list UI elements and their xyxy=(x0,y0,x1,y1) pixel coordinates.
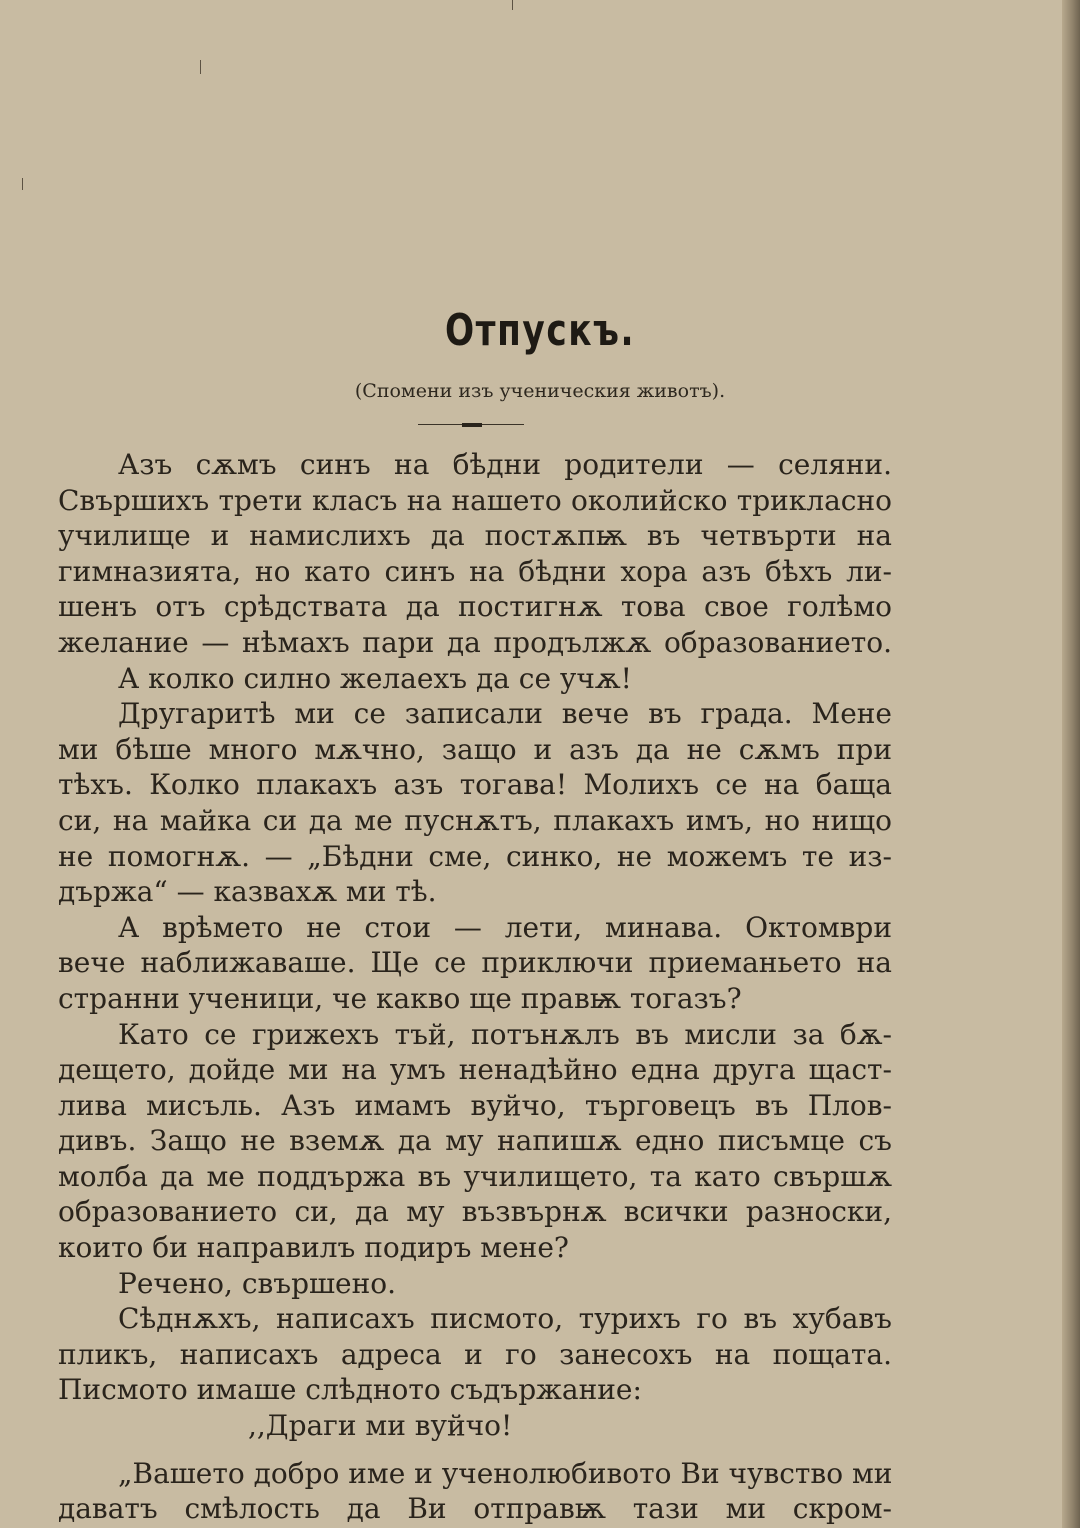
page-title: Отпускъ. xyxy=(444,305,636,356)
page-edge xyxy=(1062,0,1080,1528)
text-line: Сѣднѫхъ, написахъ писмото, турихъ го въ хубавъ xyxy=(118,1302,892,1336)
text-line: Другаритѣ ми се записали вече въ града. Мене xyxy=(118,697,892,731)
text-line: желание — нѣмахъ пари да продължѫ образованието. xyxy=(58,625,892,659)
text-line: А врѣмето не стои — лети, минава. Октомври xyxy=(118,910,892,944)
text-line: лива мисъль. Азъ имамъ вуйчо, търговецъ въ Плов- xyxy=(58,1088,892,1122)
text-line: Като се грижехъ тъй, потънѫлъ въ мисли за бѫ- xyxy=(118,1017,892,1051)
article-body xyxy=(58,447,892,1527)
letter-salutation: ,,Драги ми вуйчо! xyxy=(248,1409,513,1443)
text-line: Свършихъ трети класъ на нашето околийско трикласно xyxy=(58,483,892,517)
page-subtitle: (Спомени изъ ученическия животъ). xyxy=(354,380,726,402)
title-divider-ornament xyxy=(462,423,482,427)
text-line: образованието си, да му възвърнѫ всички разноски, xyxy=(58,1195,892,1229)
text-line: дивъ. Защо не вземѫ да му напишѫ едно писъмце съ xyxy=(58,1124,892,1158)
text-line: държа“ — казвахѫ ми тѣ. xyxy=(58,875,437,909)
text-line: шенъ отъ срѣдствата да постигнѫ това свое голѣмо xyxy=(58,590,892,624)
text-line: тѣхъ. Колко плакахъ азъ тогава! Молихъ се на баща xyxy=(58,768,892,802)
text-line: даватъ смѣлость да Ви отправѭ тази ми скром- xyxy=(58,1492,892,1526)
text-line: молба да ме поддържа въ училището, та като свършѫ xyxy=(58,1159,892,1193)
text-line: ми бѣше много мѫчно, защо и азъ да не сѫмъ при xyxy=(58,732,892,766)
text-line: дещето, дойде ми на умъ ненадѣйно една друга щаст- xyxy=(58,1053,892,1087)
text-line: вече наближаваше. Ще се приключи приеманьето на xyxy=(58,946,892,980)
print-speck xyxy=(200,60,201,74)
print-speck xyxy=(22,178,23,190)
print-speck xyxy=(512,0,513,10)
text-line: не помогнѫ. — „Бѣдни сме, синко, не можемъ те из- xyxy=(58,839,892,873)
paragraph-gap xyxy=(58,1444,892,1456)
text-line: училище и намислихъ да постѫпѭ въ четвърти на xyxy=(58,519,892,553)
text-line: Писмото имаше слѣдното съдържание: xyxy=(58,1373,642,1407)
text-line: Речено, свършено. xyxy=(118,1266,397,1300)
text-line: пликъ, написахъ адреса и го занесохъ на пощата. xyxy=(58,1337,892,1371)
text-line: странни ученици, че какво ще правѭ тогазъ? xyxy=(58,981,742,1015)
text-line: „Вашето добро име и ученолюбивото Ви чувство ми xyxy=(118,1456,893,1490)
text-line: Азъ сѫмъ синъ на бѣдни родители — селяни. xyxy=(118,448,892,481)
text-line: гимназията, но като синъ на бѣдни хора азъ бѣхъ ли- xyxy=(58,554,892,588)
text-line: си, на майка си да ме пуснѫтъ, плакахъ имъ, но нищо xyxy=(58,803,892,837)
text-line: А колко силно желаехъ да се учѫ! xyxy=(118,661,632,695)
text-line: които би направилъ подиръ мене? xyxy=(58,1231,569,1265)
